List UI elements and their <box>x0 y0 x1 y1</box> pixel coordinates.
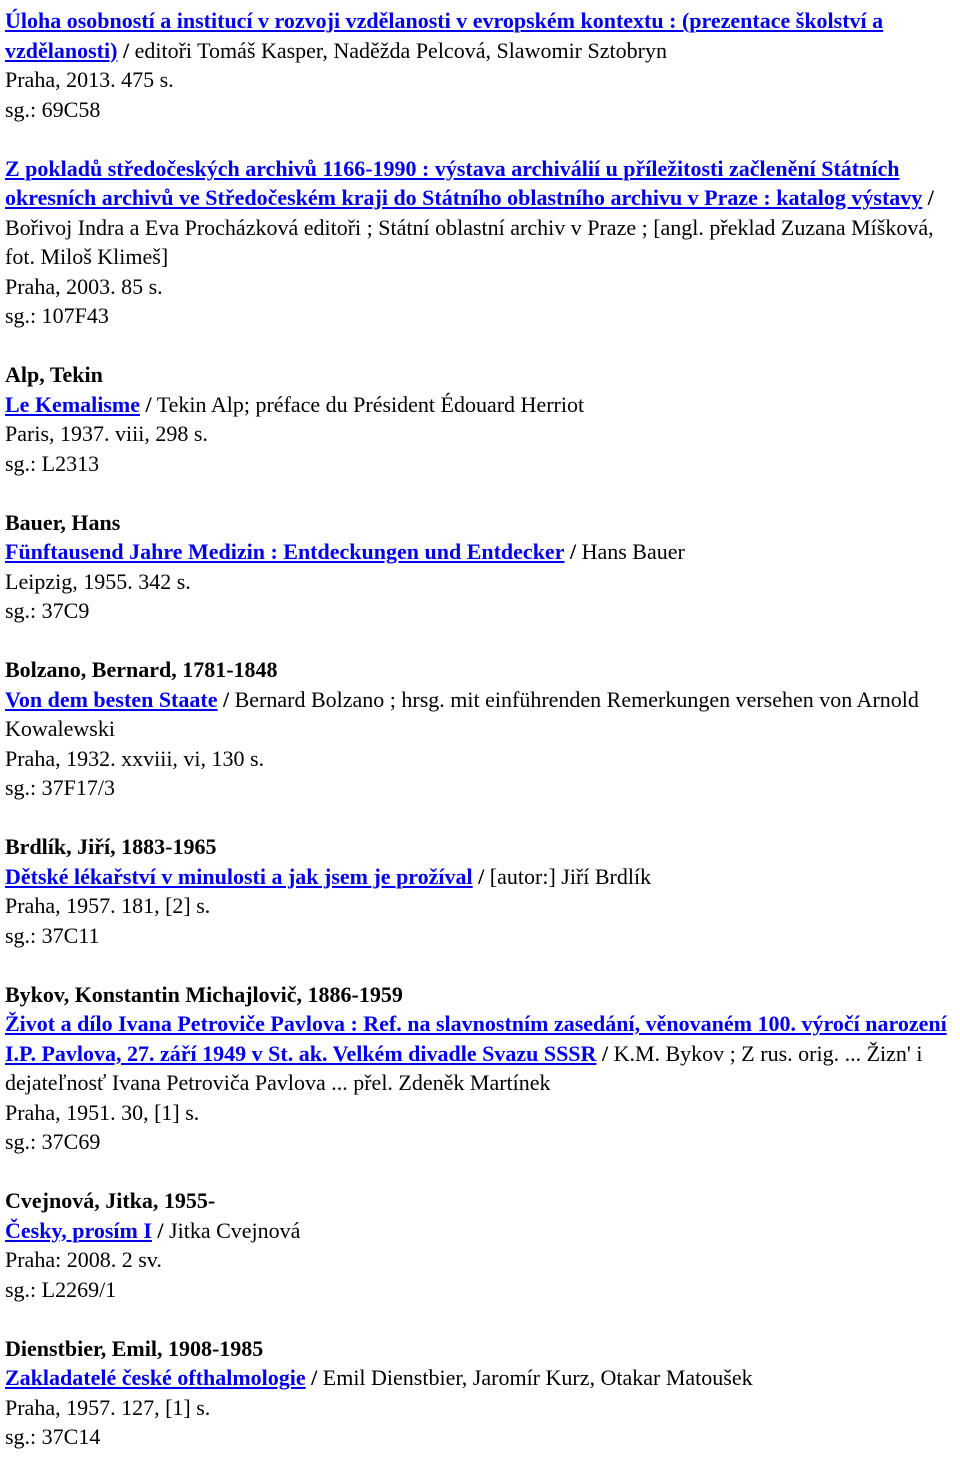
separator-slash: / <box>122 37 130 63</box>
publication-info: Praha, 1957. 127, [1] s. <box>5 1394 211 1420</box>
title-line <box>5 537 954 567</box>
bibliography-entry <box>5 832 954 950</box>
title-line <box>5 862 954 892</box>
publication-info: Leipzig, 1955. 342 s. <box>5 568 191 594</box>
entry-author: Brdlík, Jiří, 1883-1965 <box>5 834 217 859</box>
title-link[interactable]: Život a dílo Ivana Petroviče Pavlova : Ref. na slavnostním zasedání, věnovaném 100. výročí narození I.P. Pavlova, 27. září 1949 v St. ak. Velkém divadle Svazu SSSR <box>5 1011 947 1066</box>
title-line <box>5 154 954 272</box>
shelf-signature: sg.: L2269/1 <box>5 1276 117 1302</box>
entry-author: Bauer, Hans <box>5 509 121 535</box>
shelf-signature: sg.: 37C14 <box>5 1424 101 1449</box>
title-link[interactable]: Le Kemalisme <box>5 391 141 417</box>
entry-author: Dienstbier, Emil, 1908-1985 <box>5 1335 264 1361</box>
bibliography-entry <box>5 6 954 124</box>
responsibility-statement: Bernard Bolzano ; hrsg. mit einführenden Remerkungen versehen von Arnold Kowalewski <box>5 686 919 741</box>
title-line <box>5 1363 954 1393</box>
separator-slash: / <box>311 1365 318 1390</box>
title-link[interactable]: Fünftausend Jahre Medizin : Entdeckungen und Entdecker <box>5 539 565 564</box>
shelf-signature: sg.: 37C69 <box>5 1129 101 1154</box>
bibliography-entry <box>5 360 954 478</box>
separator-slash: / <box>927 185 934 210</box>
entry-author: Cvejnová, Jitka, 1955- <box>5 1188 216 1213</box>
publication-info: Paris, 1937. viii, 298 s. <box>5 421 208 446</box>
publication-info: Praha, 2003. 85 s. <box>5 273 163 299</box>
separator-slash: / <box>222 686 230 712</box>
publication-info: Praha, 1951. 30, [1] s. <box>5 1099 200 1125</box>
title-line <box>5 390 954 420</box>
responsibility-statement: Jitka Cvejnová <box>169 1217 301 1243</box>
title-line <box>5 1216 954 1246</box>
separator-slash: / <box>601 1040 609 1066</box>
publication-info: Praha, 1957. 181, [2] s. <box>5 893 211 918</box>
shelf-signature: sg.: 37F17/3 <box>5 775 116 800</box>
title-link[interactable]: Česky, prosím I <box>5 1217 152 1243</box>
shelf-signature: sg.: 107F43 <box>5 303 109 328</box>
shelf-signature: sg.: L2313 <box>5 450 100 476</box>
title-link[interactable]: Dětské lékařství v minulosti a jak jsem je prožíval <box>5 863 473 889</box>
responsibility-statement: Hans Bauer <box>581 539 685 564</box>
bibliography-entry <box>5 655 954 803</box>
entry-author: Alp, Tekin <box>5 362 103 387</box>
separator-slash: / <box>157 1217 164 1243</box>
publication-info: Praha, 1932. xxviii, vi, 130 s. <box>5 745 265 771</box>
separator-slash: / <box>569 539 577 564</box>
shelf-signature: sg.: 37C9 <box>5 598 90 623</box>
entry-author: Bolzano, Bernard, 1781-1848 <box>5 657 278 682</box>
title-link[interactable]: Von dem besten Staate <box>5 686 218 712</box>
responsibility-statement: editoři Tomáš Kasper, Naděžda Pelcová, Slawomir Sztobryn <box>134 37 667 63</box>
shelf-signature: sg.: 37C11 <box>5 922 100 948</box>
bibliography-entry <box>5 154 954 331</box>
title-line <box>5 1009 954 1098</box>
responsibility-statement: K.M. Bykov ; Z rus. orig. ... Žizn' i dejateľnosť Ivana Petroviča Pavlova ... přel. Zdeněk Martínek <box>5 1040 923 1095</box>
responsibility-statement: Emil Dienstbier, Jaromír Kurz, Otakar Matoušek <box>322 1365 753 1390</box>
publication-info: Praha, 2013. 475 s. <box>5 67 174 92</box>
bibliography-entry <box>5 1186 954 1304</box>
publication-info: Praha: 2008. 2 sv. <box>5 1247 162 1272</box>
bibliography-entry <box>5 508 954 626</box>
title-link[interactable]: Z pokladů středočeských archivů 1166-1990 : výstava archiválií u příležitosti začlenění Státních okresních archivů ve Středočeském kraji do Státního oblastního archivu v Praze : katalog výstavy <box>5 155 923 210</box>
bibliography-entry <box>5 980 954 1157</box>
title-link[interactable]: Úloha osobností a institucí v rozvoji vzdělanosti v evropském kontextu : (prezentace školství a vzdělanosti) <box>5 8 884 63</box>
responsibility-statement: Bořivoj Indra a Eva Procházková editoři ; Státní oblastní archiv v Praze ; [angl. překlad Zuzana Míšková, fot. Miloš Klimeš] <box>5 214 934 269</box>
title-line <box>5 6 954 65</box>
separator-slash: / <box>478 863 485 889</box>
bibliography-entry <box>5 1334 954 1452</box>
title-line <box>5 685 954 744</box>
separator-slash: / <box>145 391 152 417</box>
responsibility-statement: Tekin Alp; préface du Président Édouard Herriot <box>156 391 585 417</box>
shelf-signature: sg.: 69C58 <box>5 96 101 122</box>
entry-author: Bykov, Konstantin Michajlovič, 1886-1959 <box>5 981 403 1007</box>
title-link[interactable]: Zakladatelé české ofthalmologie <box>5 1365 306 1390</box>
responsibility-statement: [autor:] Jiří Brdlík <box>489 863 652 889</box>
